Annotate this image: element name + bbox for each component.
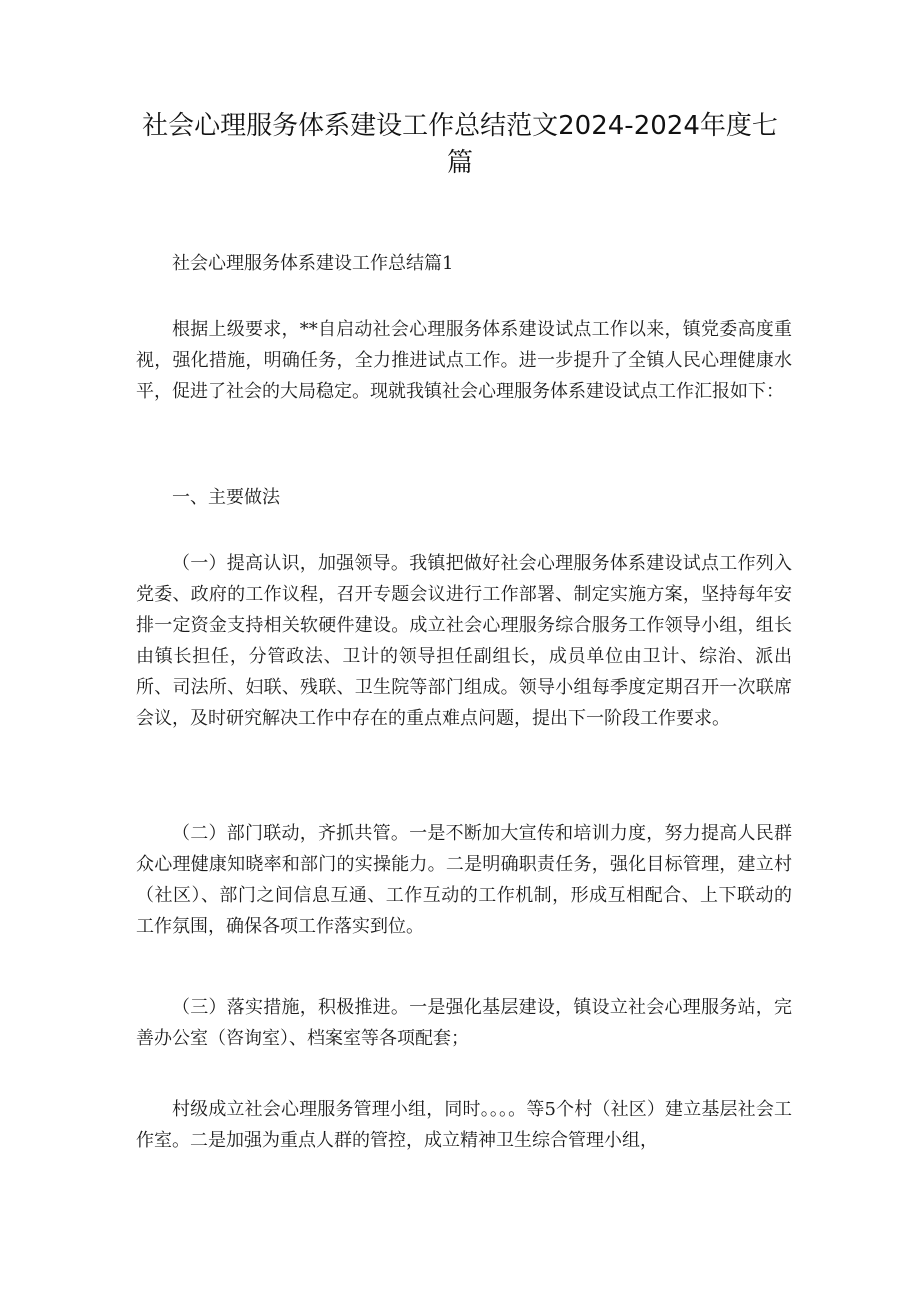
heading-main-practices: 一、主要做法 bbox=[172, 487, 280, 508]
document-title: 社会心理服务体系建设工作总结范文2024-2024年度七篇 bbox=[142, 111, 778, 178]
paragraph-continued: 村级成立社会心理服务管理小组，同时。。。。等5个村（社区）建立基层社会工作室。二是加强为重点人群的管控，成立精神卫生综合管理小组， bbox=[136, 1099, 792, 1151]
paragraph-section-1: （一）提高认识，加强领导。我镇把做好社会心理服务体系建设试点工作列入党委、政府的工作议程，召开专题会议进行工作部署、制定实施方案，坚持每年安排一定资金支持相关软硬件建设。成立社会心理服务综合服务工作领导小组，组长由镇长担任，分管政法、卫计的领导担任副组长，成员单位由卫计、综治、派出所、司法所、妇联、残联、卫生院等部门组成。领导小组每季度定期召开一次联席会议，及时研究解决工作中存在的重点难点问题，提出下一阶段工作要求。 bbox=[136, 553, 792, 729]
paragraph-intro: 根据上级要求，**自启动社会心理服务体系建设试点工作以来，镇党委高度重视，强化措施，明确任务，全力推进试点工作。进一步提升了全镇人民心理健康水平，促进了社会的大局稳定。现就我镇社会心理服务体系建设试点工作汇报如下： bbox=[136, 319, 792, 402]
paragraph-section-2: （二）部门联动，齐抓共管。一是不断加大宣传和培训力度，努力提高人民群众心理健康知晓率和部门的实操能力。二是明确职责任务，强化目标管理，建立村（社区）、部门之间信息互通、工作互动的工作机制，形成互相配合、上下联动的工作氛围，确保各项工作落实到位。 bbox=[136, 823, 792, 937]
paragraph-section-3: （三）落实措施，积极推进。一是强化基层建设，镇设立社会心理服务站，完善办公室（咨询室）、档案室等各项配套； bbox=[136, 997, 792, 1049]
section-subtitle: 社会心理服务体系建设工作总结篇1 bbox=[172, 253, 454, 274]
